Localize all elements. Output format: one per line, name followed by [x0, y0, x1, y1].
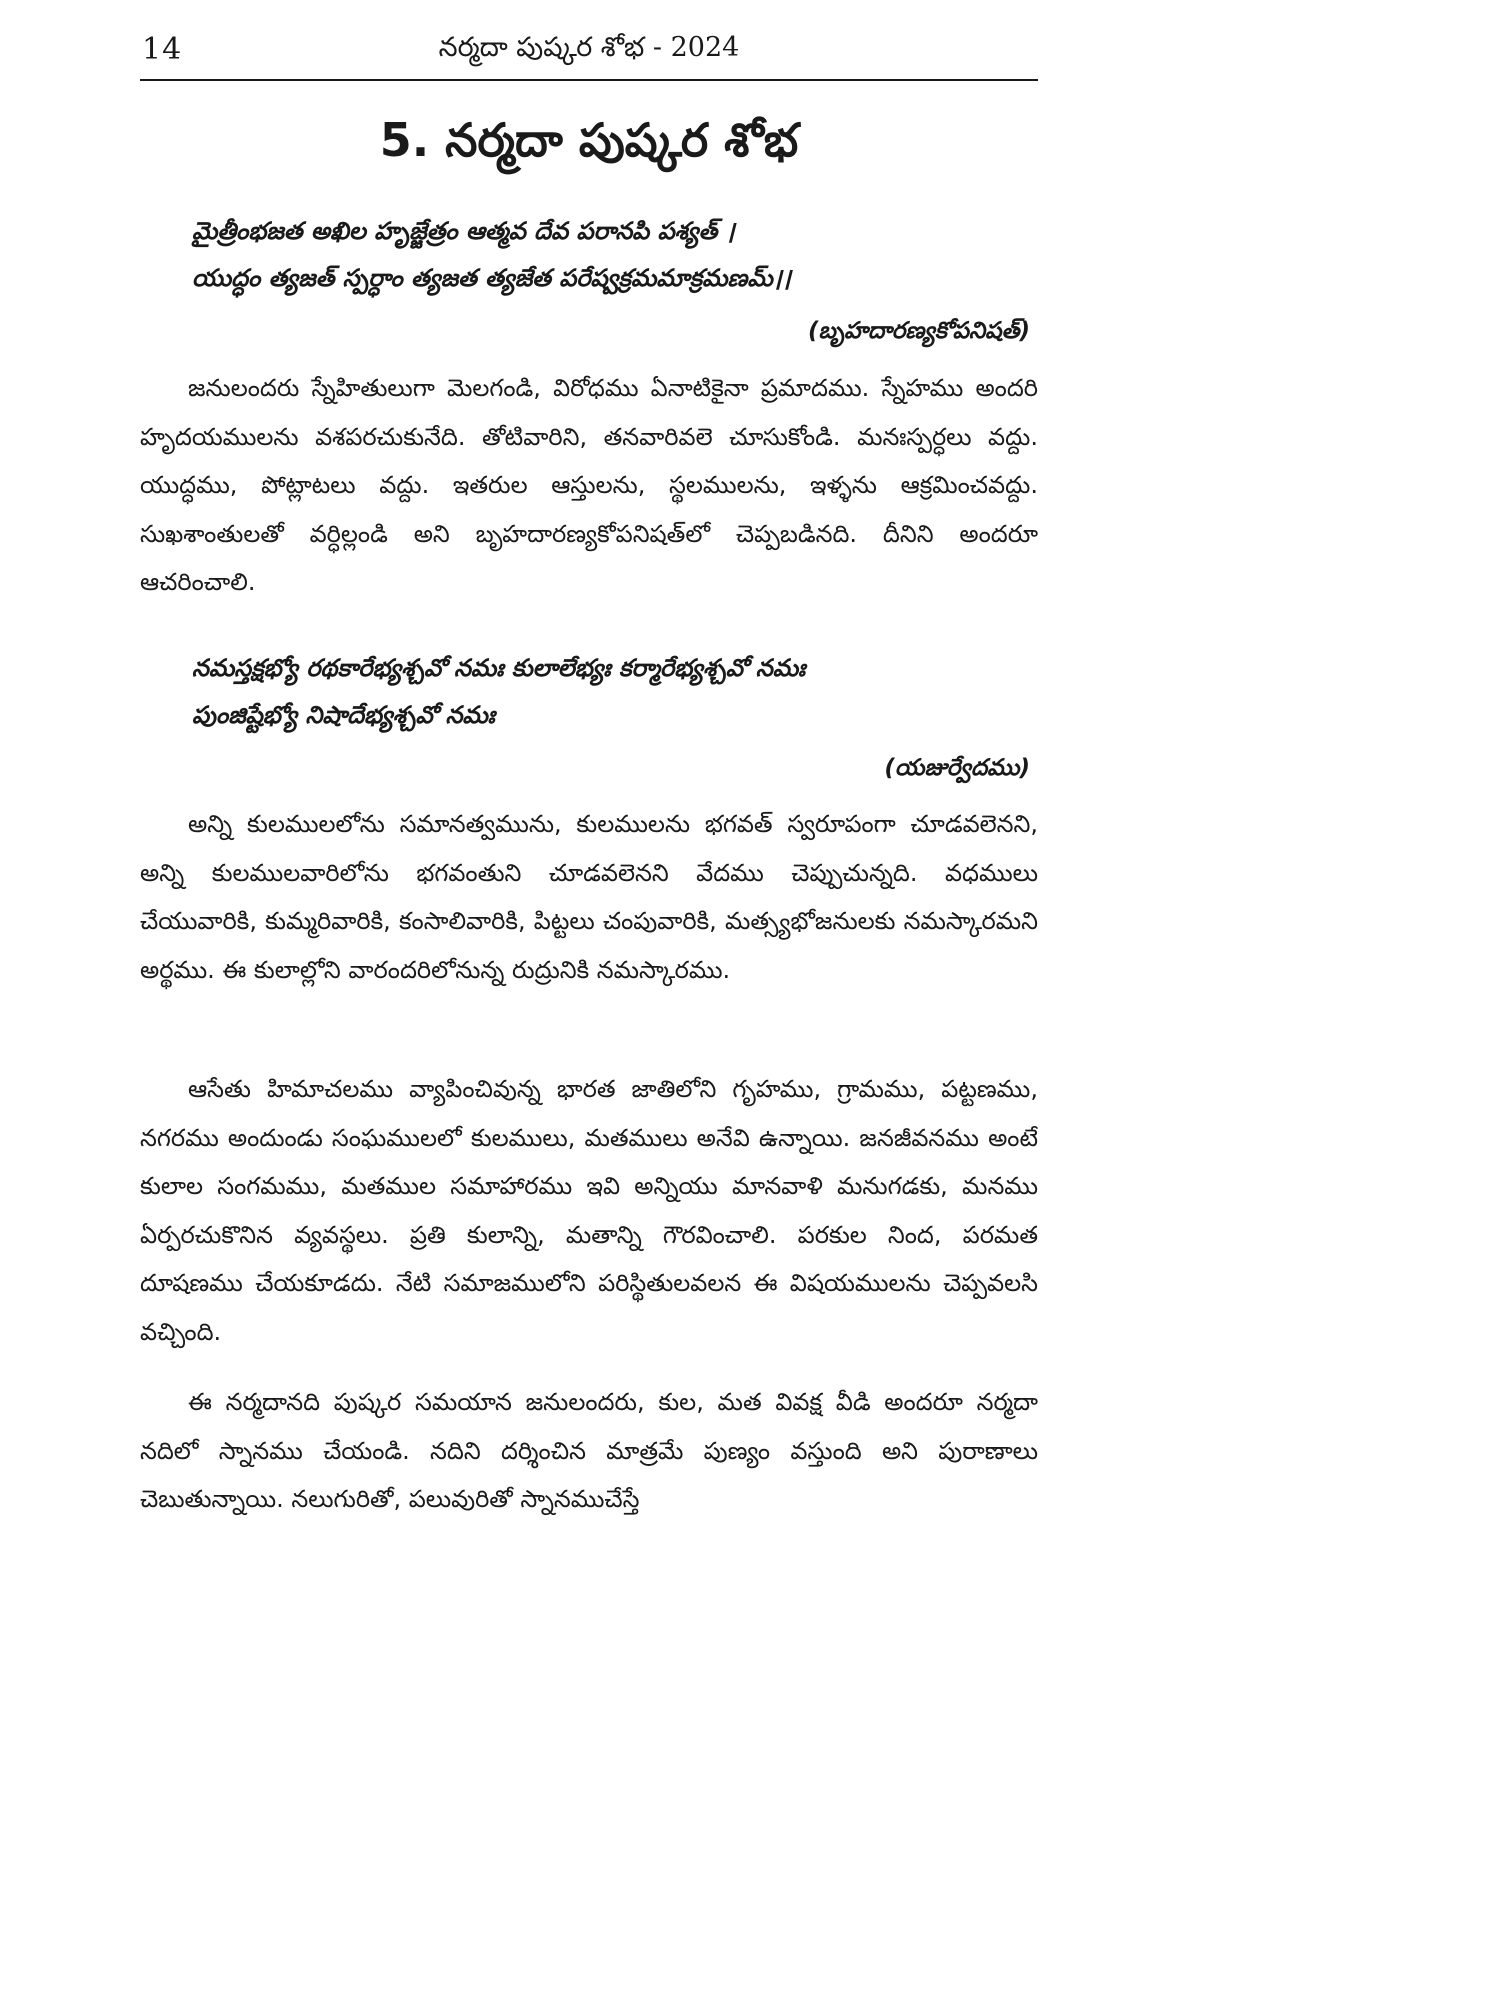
verse-source-yajurveda: (యజుర్వేదము) [884, 755, 1030, 781]
running-title: నర్మదా పుష్కర శోభ - 2024 [438, 32, 740, 63]
verse-yajurveda [192, 645, 1022, 739]
verse-line: యుద్ధం త్యజత్ స్పర్ధాం త్యజత త్యజేత పరేష్వక్రమమాక్రమణమ్।। [192, 264, 791, 292]
paragraph: ఆసేతు హిమాచలము వ్యాపించివున్న భారత జాతిలోని గృహము, గ్రామము, పట్టణము, నగరము అందుండు సంఘములలో కులములు, మతములు అనేవి ఉన్నాయి. జనజీవనము అంటే కులాల సంగమము, మతముల సమాహారము ఇవి అన్నియు మానవాళి మనుగడకు, మనము ఏర్పరచుకొనిన వ్యవస్థలు. ప్రతి కులాన్ని, మతాన్ని గౌరవించాలి. పరకుల నింద, పరమత దూషణము చేయకూడదు. నేటి సమాజములోని పరిస్థితులవలన ఈ విషయములను చెప్పవలసి వచ్చింది. [140, 1075, 1038, 1346]
chapter-title: 5. నర్మదా పుష్కర శోభ [379, 113, 799, 167]
paragraph: ఈ నర్మదానది పుష్కర సమయాన జనులందరు, కుల, మత వివక్ష వీడి అందరూ నర్మదా నదిలో స్నానము చేయండి. నదిని దర్శించిన మాత్రమే పుణ్యం వస్తుంది అని పురాణాలు చెబుతున్నాయి. నలుగురితో, పలువురితో స్నానముచేస్తే [140, 1388, 1038, 1513]
paragraph: అన్ని కులములలోను సమానత్వమును, కులములను భగవత్ స్వరూపంగా చూడవలెనని, అన్ని కులములవారిలోను భగవంతుని చూడవలెనని వేదము చెప్పుచున్నది. వధములు చేయువారికి, కుమ్మరివారికి, కంసాలివారికి, పిట్టలు చంపువారికి, మత్స్యభోజనులకు నమస్కారమని అర్థము. ఈ కులాల్లోని వారందరిలోనున్న రుద్రునికి నమస్కారము. [140, 810, 1038, 984]
verse-line: పుంజిష్టేభ్యో నిషాదేభ్యశ్చవో నమః [192, 701, 495, 729]
paragraph: జనులందరు స్నేహితులుగా మెలగండి, విరోధము ఏనాటికైనా ప్రమాదము. స్నేహము అందరి హృదయములను వశపరచుకునేది. తోటివారిని, తనవారివలె చూసుకోండి. మనఃస్పర్ధలు వద్దు. యుద్ధము, పోట్లాటలు వద్దు. ఇతరుల ఆస్తులను, స్థలములను, ఇళ్ళను ఆక్రమించవద్దు. సుఖశాంతులతో వర్ధిల్లండి అని బృహదారణ్యకోపనిషత్‌లో చెప్పబడినది. దీనిని అందరూ ఆచరించాలి. [140, 374, 1038, 596]
verse-line: మైత్రీంభజత అఖిల హృజ్జేత్రం ఆత్మవ దేవ పరానపి పశ్యత్ । [192, 217, 735, 245]
header-rule [140, 79, 1038, 81]
page-number: 14 [142, 32, 183, 67]
verse-source-upanishad: (బృహదారణ్యకోపనిషత్) [808, 318, 1030, 344]
verse-upanishad [192, 208, 1022, 302]
verse-line: నమస్తక్షభ్యో రథకారేభ్యశ్చవో నమః కులాలేభ్యః కర్మారేభ్యశ్చవో నమః [192, 654, 806, 682]
running-header [140, 28, 1038, 72]
book-page [140, 0, 1038, 1554]
